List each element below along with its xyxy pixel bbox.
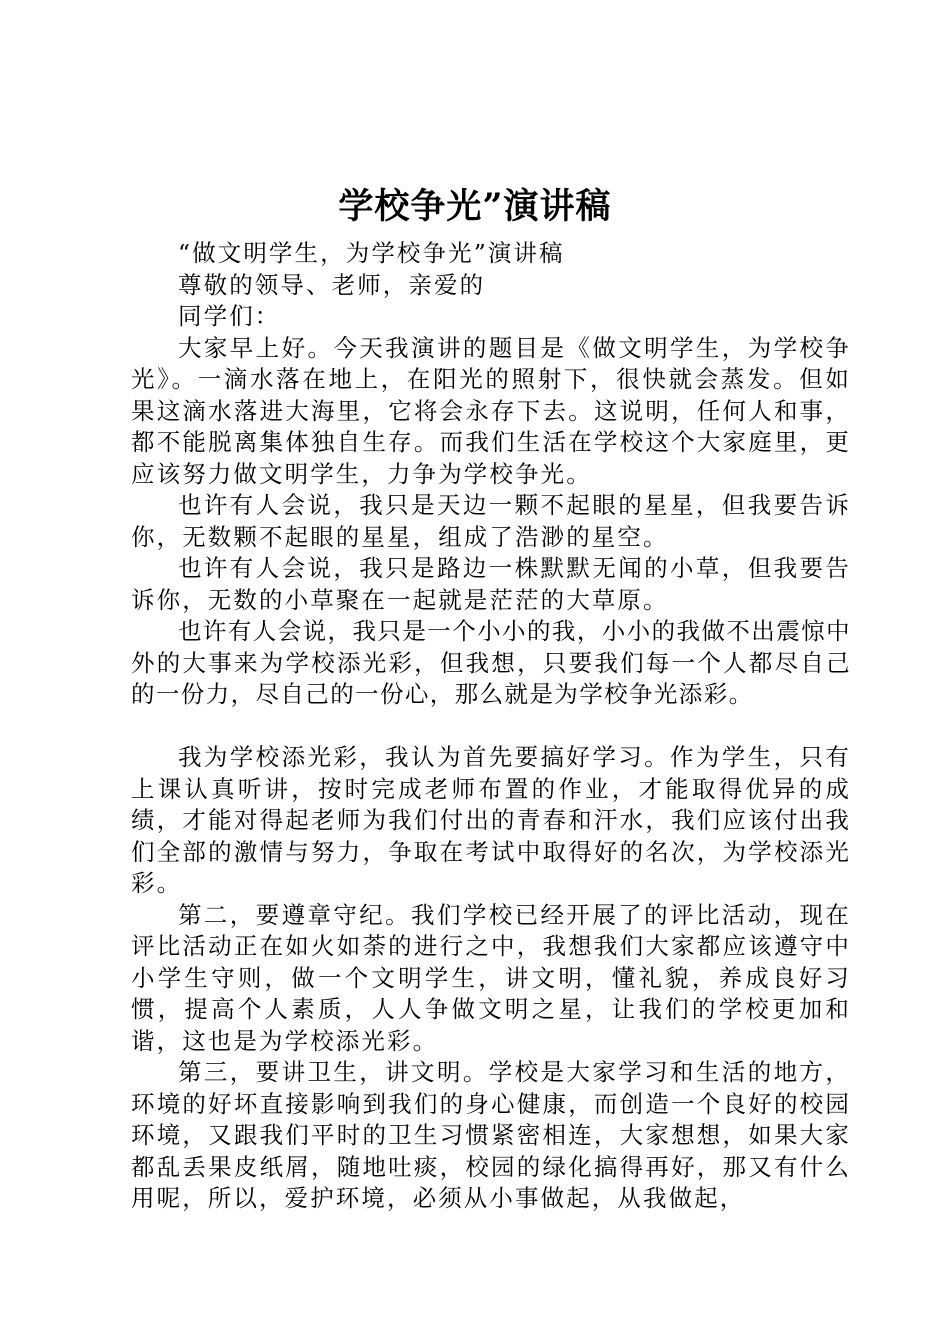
paragraph-study: 我为学校添光彩，我认为首先要搞好学习。作为学生，只有上课认真听讲，按时完成老师布置的作业，才能取得优异的成绩，才能对得起老师为我们付出的青春和汗水，我们应该付出我们全部的激情与努力，争取在考试中取得好的名次，为学校添光彩。 (131, 743, 851, 897)
paragraph-discipline: 第二，要遵章守纪。我们学校已经开展了的评比活动，现在评比活动正在如火如荼的进行之中，我想我们大家都应该遵守中小学生守则，做一个文明学生，讲文明，懂礼貌，养成良好习惯，提高个人素质，人人争做文明之星，让我们的学校更加和谐，这也是为学校添光彩。 (131, 900, 851, 1055)
paragraph-salutation: 尊敬的领导、老师，亲爱的 (178, 270, 486, 299)
paragraph-star: 也许有人会说，我只是天边一颗不起眼的星星，但我要告诉你，无数颗不起眼的星星，组成了浩渺的星空。 (131, 491, 851, 551)
paragraph-subtitle: “做文明学生，为学校争光”演讲稿 (178, 239, 565, 267)
document-body (131, 238, 851, 1215)
paragraph-greeting: 大家早上好。今天我演讲的题目是《做文明学生，为学校争光》。一滴水落在地上，在阳光的照射下，很快就会蒸发。但如果这滴水落进大海里，它将会永存下去。这说明，任何人和事，都不能脱离集体独自生存。而我们生活在学校这个大家庭里，更应该努力做文明学生，力争为学校争光。 (131, 333, 851, 488)
paragraph-salutation-continued: 同学们： (178, 302, 281, 330)
paragraph-grass: 也许有人会说，我只是路边一株默默无闻的小草，但我要告诉你，无数的小草聚在一起就是茫茫的大草原。 (131, 554, 851, 614)
blank-line (131, 711, 851, 743)
paragraph-hygiene: 第三，要讲卫生，讲文明。学校是大家学习和生活的地方，环境的好坏直接影响到我们的身心健康，而创造一个良好的校园环境，又跟我们平时的卫生习惯紧密相连，大家想想，如果大家都乱丢果皮纸屑，随地吐痰，校园的绿化搞得再好，那又有什么用呢，所以，爱护环境，必须从小事做起，从我做起， (131, 1058, 851, 1212)
document-title: 学校争光”演讲稿 (338, 186, 612, 227)
paragraph-small-me: 也许有人会说，我只是一个小小的我，小小的我做不出震惊中外的大事来为学校添光彩，但我想，只要我们每一个人都尽自己的一份力，尽自己的一份心，那么就是为学校争光添彩。 (131, 617, 851, 708)
